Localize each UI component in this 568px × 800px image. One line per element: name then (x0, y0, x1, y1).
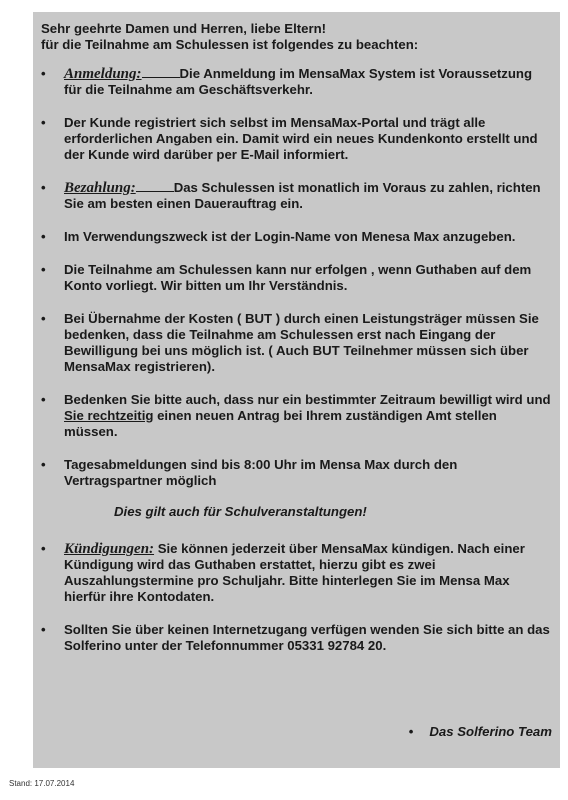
keyword-bezahlung: Bezahlung: (64, 180, 136, 196)
bullet-icon: • (41, 180, 46, 195)
greeting (41, 21, 552, 53)
bullet-icon: • (408, 724, 414, 739)
signature (409, 724, 552, 740)
bullet-icon: • (41, 311, 46, 326)
list-item-guthaben (41, 262, 552, 294)
stand-date: Stand: 17.07.2014 (9, 779, 75, 788)
blank-line (136, 181, 174, 192)
bullet-icon: • (41, 457, 46, 472)
bullet-icon: • (41, 66, 46, 81)
list-item-bezahlung (41, 180, 552, 212)
notice-panel (33, 12, 560, 768)
item-text: Bei Übernahme der Kosten ( BUT ) durch einen Leistungsträger müssen Sie bedenken, dass die Teilnahme am Schulessen erst nach Eingang der Bewilligung bei uns möglich ist. ( Auch BUT Teilnehmer müssen sich über MensaMax registrieren). (64, 311, 539, 374)
item-text: Im Verwendungszweck ist der Login-Name von Menesa Max anzugeben. (64, 229, 516, 244)
bullet-icon: • (41, 229, 46, 244)
list-item-kontakt (41, 622, 552, 654)
item-text: einen neuen Antrag bei Ihrem zuständigen Amt stellen müssen. (64, 408, 497, 439)
item-text: Das Schulessen ist monatlich im Voraus zu zahlen, richten Sie am besten einen Dauerauftrag ein. (64, 180, 541, 211)
bullet-icon: • (41, 541, 46, 556)
rules-list-2 (41, 541, 552, 654)
greeting-line-2: für die Teilnahme am Schulessen ist folgendes zu beachten: (41, 37, 419, 52)
keyword-kuendigungen: Kündigungen: (64, 541, 155, 557)
item-text: Tagesabmeldungen sind bis 8:00 Uhr im Mensa Max durch den Vertragspartner möglich (64, 457, 458, 488)
underlined-text: Sie rechtzeitig (64, 408, 154, 423)
item-text: Der Kunde registriert sich selbst im MensaMax-Portal und trägt alle erforderlichen Angaben ein. Damit wird ein neues Kundenkonto erstellt und der Kunde wird darüber per E-Mail informiert. (64, 115, 538, 162)
bullet-icon: • (41, 115, 46, 130)
bullet-icon: • (41, 392, 46, 407)
signature-text: Das Solferino Team (429, 724, 552, 739)
list-item-zeitraum (41, 392, 552, 440)
school-events-note: Dies gilt auch für Schulveranstaltungen! (114, 504, 367, 519)
item-text: Sollten Sie über keinen Internetzugang verfügen wenden Sie sich bitte an das Solferino unter der Telefonnummer 05331 92784 20. (64, 622, 550, 653)
list-item-registrierung (41, 115, 552, 163)
keyword-anmeldung: Anmeldung: (64, 66, 142, 82)
item-text: Die Teilnahme am Schulessen kann nur erfolgen , wenn Guthaben auf dem Konto vorliegt. Wir bitten um Ihr Verständnis. (64, 262, 532, 293)
blank-line (142, 67, 180, 78)
bullet-icon: • (41, 622, 46, 637)
item-text: Die Anmeldung im MensaMax System ist Voraussetzung für die Teilnahme am Geschäftsverkehr. (64, 66, 533, 97)
rules-list (41, 66, 552, 489)
item-text: Sie können jederzeit über MensaMax kündigen. Nach einer Kündigung wird das Guthaben erstattet, hierzu gibt es zwei Auszahlungstermine pro Schuljahr. Bitte hinterlegen Sie im Mensa Max hierfür ihre Kontodaten. (64, 541, 525, 604)
list-item-kuendigungen (41, 541, 552, 605)
list-item-anmeldung (41, 66, 552, 98)
list-item-but (41, 311, 552, 375)
greeting-line-1: Sehr geehrte Damen und Herren, liebe Eltern! (41, 21, 327, 36)
list-item-verwendungszweck (41, 229, 552, 245)
bullet-icon: • (41, 262, 46, 277)
item-text: Bedenken Sie bitte auch, dass nur ein bestimmter Zeitraum bewilligt wird und (64, 392, 551, 407)
list-item-tagesabmeldungen (41, 457, 552, 489)
